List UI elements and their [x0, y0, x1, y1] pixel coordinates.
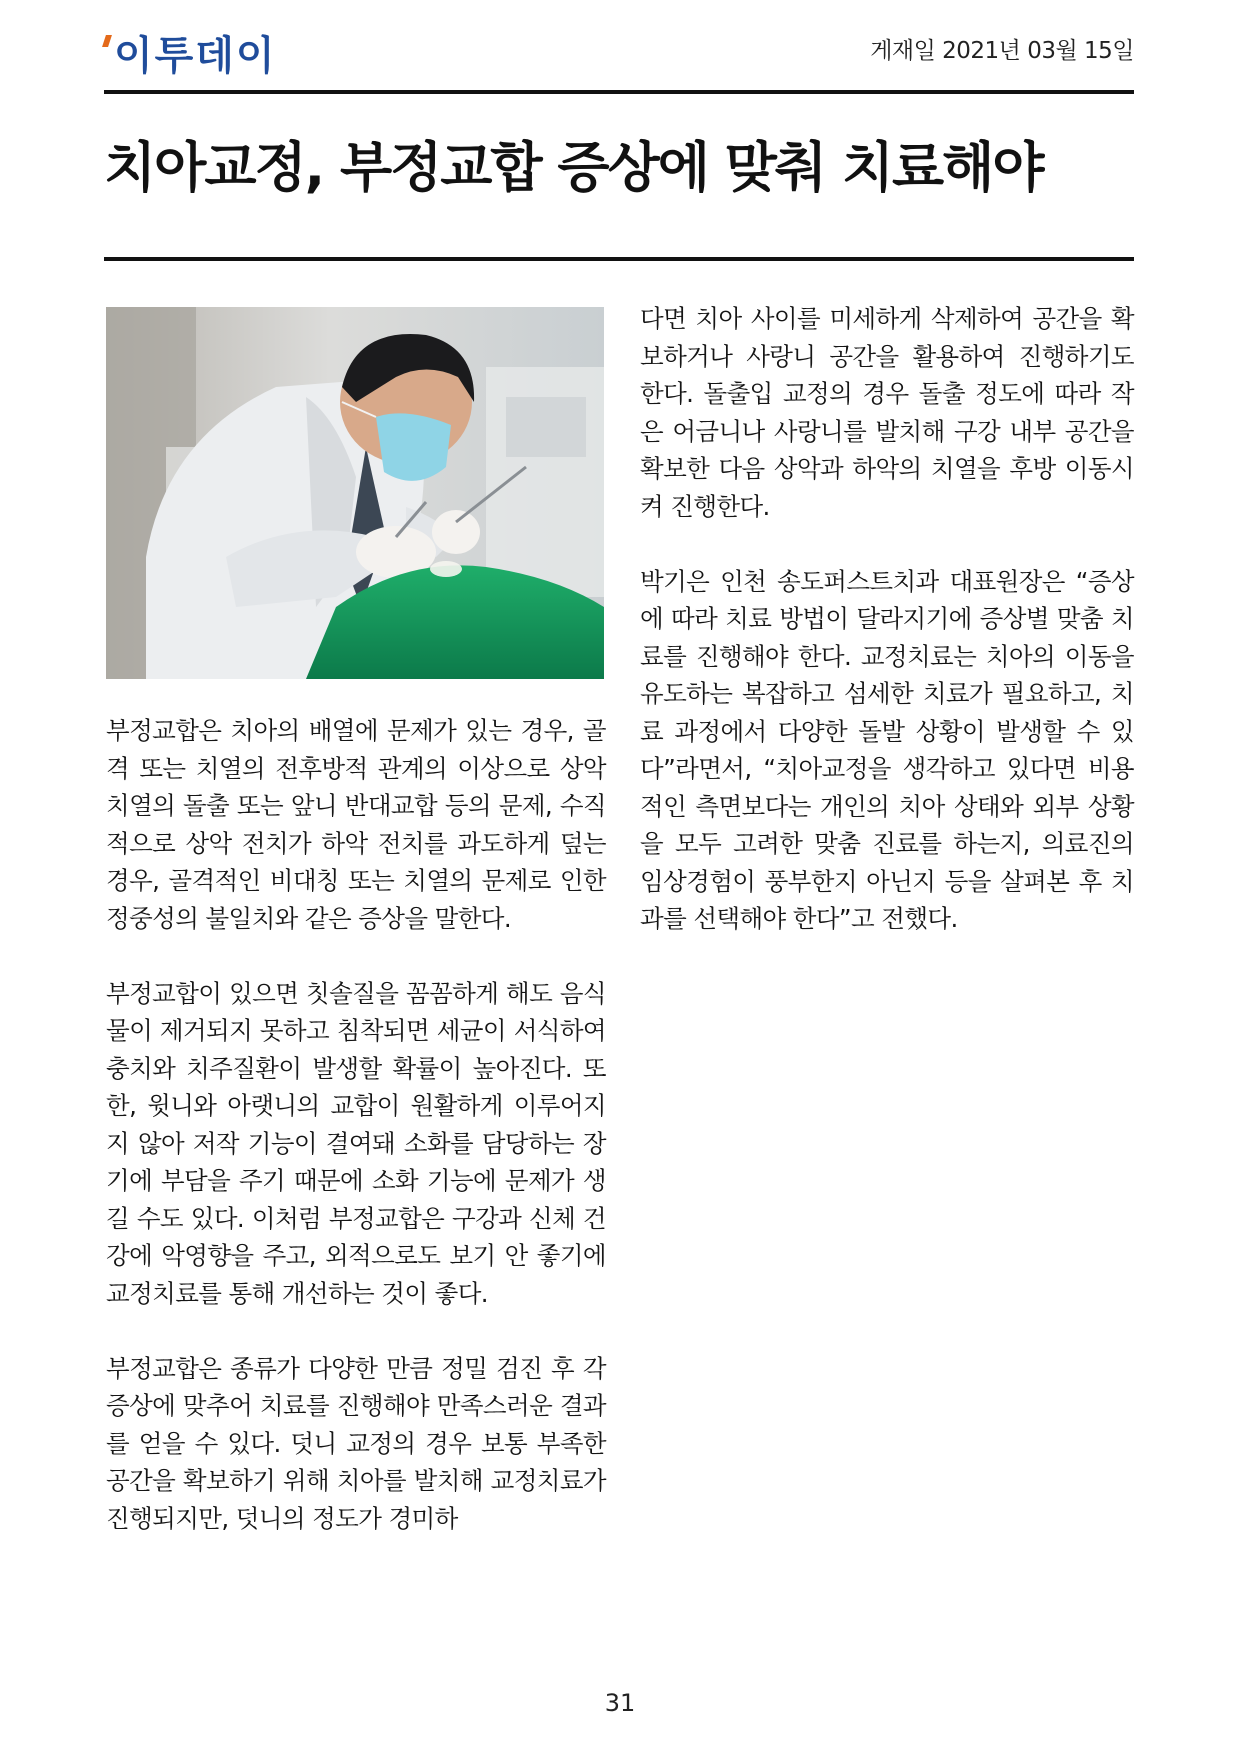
logo-accent-mark	[102, 35, 112, 47]
logo-text: 이투데이	[114, 33, 277, 79]
article-column-left	[106, 712, 606, 1575]
publication-date: 게재일 2021년 03월 15일	[870, 38, 1134, 64]
dentist-treating-patient-photo	[106, 307, 604, 679]
headline-divider	[104, 257, 1134, 261]
paragraph: 다면 치아 사이를 미세하게 삭제하여 공간을 확보하거나 사랑니 공간을 활용하여 진행하기도 한다. 돌출입 교정의 경우 돌출 정도에 따라 작은 어금니나 사랑니를 발치해 구강 내부 공간을 확보한 다음 상악과 하악의 치열을 후방 이동시켜 진행한다.	[640, 304, 1134, 521]
article-headline: 치아교정, 부정교합 증상에 맞춰 치료해야	[104, 136, 1043, 199]
top-divider	[104, 90, 1134, 94]
newspaper-logo	[104, 30, 277, 80]
article-photo	[106, 307, 604, 679]
page-number: 31	[604, 1689, 636, 1717]
paragraph: 부정교합은 치아의 배열에 문제가 있는 경우, 골격 또는 치열의 전후방적 관계의 이상으로 상악 치열의 돌출 또는 앞니 반대교합 등의 문제, 수직적으로 상악 전치가 하악 전치를 과도하게 덮는 경우, 골격적인 비대칭 또는 치열의 문제로 인한 정중성의 불일치와 같은 증상을 말한다.	[106, 716, 606, 933]
paragraph: 부정교합은 종류가 다양한 만큼 정밀 검진 후 각 증상에 맞추어 치료를 진행해야 만족스러운 결과를 얻을 수 있다. 덧니 교정의 경우 보통 부족한 공간을 확보하기 위해 치아를 발치해 교정치료가 진행되지만, 덧니의 정도가 경미하	[106, 1353, 606, 1533]
paragraph: 부정교합이 있으면 칫솔질을 꼼꼼하게 해도 음식물이 제거되지 못하고 침착되면 세균이 서식하여 충치와 치주질환이 발생할 확률이 높아진다. 또한, 윗니와 아랫니의 교합이 원활하게 이루어지지 않아 저작 기능이 결여돼 소화를 담당하는 장기에 부담을 주기 때문에 소화 기능에 문제가 생길 수도 있다. 이처럼 부정교합은 구강과 신체 건강에 악영향을 주고, 외적으로도 보기 안 좋기에 교정치료를 통해 개선하는 것이 좋다.	[106, 978, 606, 1308]
paragraph: 박기은 인천 송도퍼스트치과 대표원장은 “증상에 따라 치료 방법이 달라지기에 증상별 맞춤 치료를 진행해야 한다. 교정치료는 치아의 이동을 유도하는 복잡하고 섬세한 치료가 필요하고, 치료 과정에서 다양한 돌발 상황이 발생할 수 있다”라면서, “치아교정을 생각하고 있다면 비용적인 측면보다는 개인의 치아 상태와 외부 상황을 모두 고려한 맞춤 진료를 하는지, 의료진의 임상경험이 풍부한지 아닌지 등을 살펴본 후 치과를 선택해야 한다”고 전했다.	[640, 566, 1134, 933]
article-column-right	[640, 300, 1134, 975]
